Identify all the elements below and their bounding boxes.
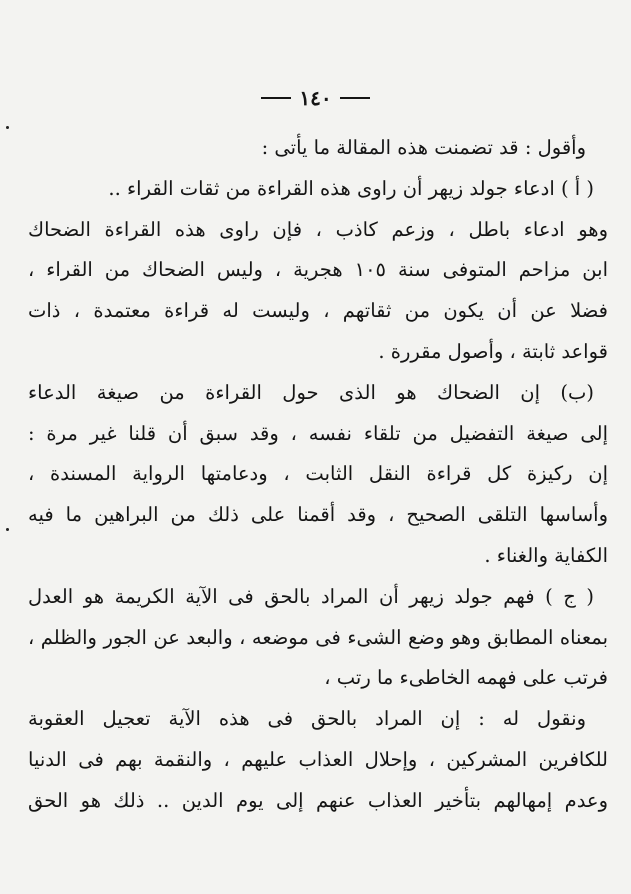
text-line: ( ج ) فهم جولد زيهر أن المراد بالحق فى الآية الكريمة هو العدل	[28, 584, 594, 608]
page-header	[0, 86, 631, 110]
text-line: الكفاية والغناء .	[484, 543, 608, 567]
text-line: (ب) إن الضحاك هو الذى حول القراءة من صيغة الدعاء	[28, 380, 594, 404]
text-line: فضلا عن أن يكون من ثقاتهم ، وليست له قراءة معتمدة ، ذات	[28, 299, 608, 323]
text-line: إلى صيغة التفضيل من تلقاء نفسه ، وقد سبق أن قلنا غير مرة :	[28, 421, 608, 445]
text-line: للكافرين المشركين ، وإحلال العذاب عليهم ، والنقمة بهم فى الدنيا	[28, 747, 608, 771]
page-number: ١٤٠	[299, 86, 332, 110]
text-line: وأقول : قد تضمنت هذه المقالة ما يأتى :	[261, 136, 586, 159]
text-line: وهو ادعاء باطل ، وزعم كاذب ، فإن راوى هذه القراءة الضحاك	[28, 217, 608, 241]
text-line: بمعناه المطابق وهو وضع الشىء فى موضعه ، والبعد عن الجور والظلم ،	[28, 625, 608, 649]
text-line: إن ركيزة كل قراءة النقل الثابت ، ودعامتها الرواية المسندة ،	[28, 462, 608, 486]
text-line: ابن مزاحم المتوفى سنة ١٠٥ هجرية ، وليس الضحاك من القراء ،	[28, 258, 608, 282]
text-line: قواعد ثابتة ، وأصول مقررة .	[378, 339, 608, 363]
margin-speck	[6, 126, 9, 129]
margin-speck	[6, 528, 9, 531]
header-dash-left	[261, 97, 291, 99]
text-line: ونقول له : إن المراد بالحق فى هذه الآية تعجيل العقوبة	[28, 707, 586, 731]
text-line: وعدم إمهالهم بتأخير العذاب عنهم إلى يوم الدين .. ذلك هو الحق	[28, 788, 608, 812]
page-body-text	[28, 128, 608, 822]
text-line: ( أ ) ادعاء جولد زيهر أن راوى هذه القراءة من ثقات القراء ..	[108, 176, 594, 200]
text-line: فرتب على فهمه الخاطىء ما رتب ،	[324, 666, 608, 690]
text-line: وأساسها التلقى الصحيح ، وقد أقمنا على ذلك من البراهين ما فيه	[28, 503, 608, 527]
header-dash-right	[340, 97, 370, 99]
